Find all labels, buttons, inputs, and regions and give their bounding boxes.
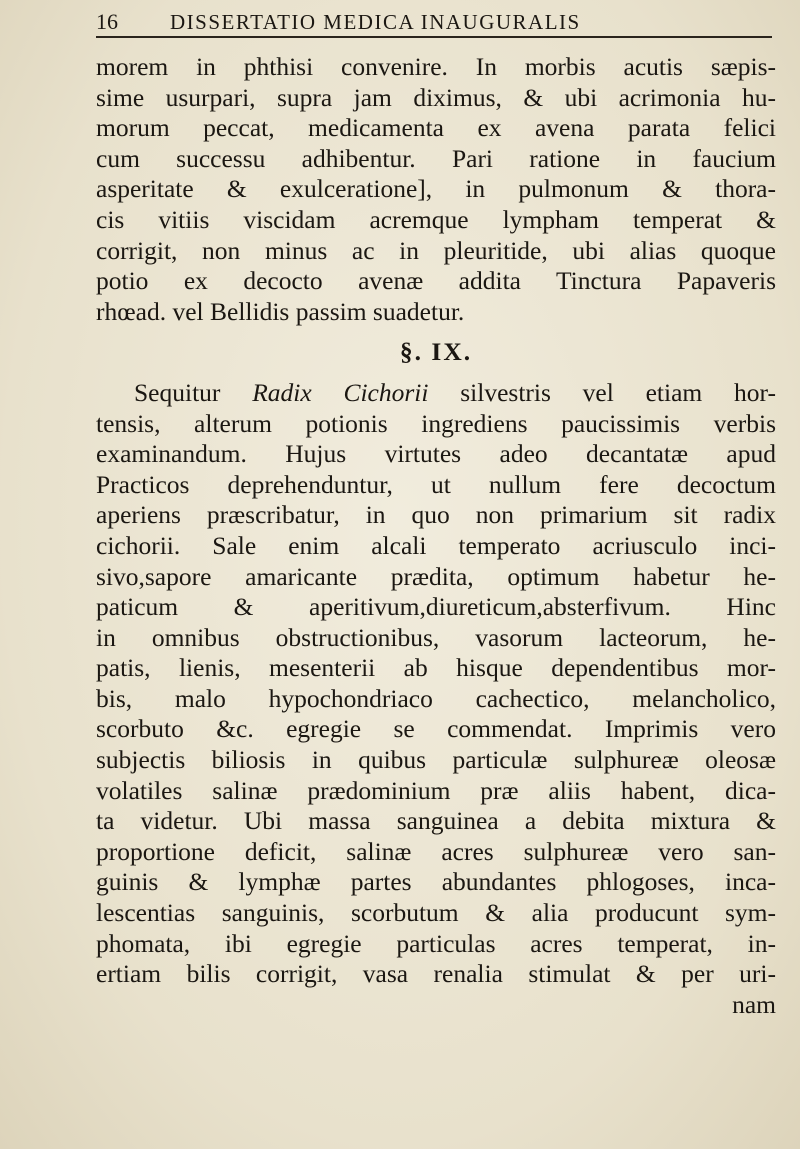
paragraph-2: [96, 409, 776, 990]
running-title: DISSERTATIO MEDICA INAUGURALIS: [170, 10, 581, 34]
text-line: subjectis biliosis in quibus particulæ sulphureæ oleosæ: [96, 745, 776, 775]
text-line: cis vitiis viscidam acremque lympham temperat &: [96, 204, 776, 234]
text-line: patis, lienis, mesenterii ab hisque dependentibus mor-: [96, 653, 776, 683]
text-line: cum successu adhibentur. Pari ratione in faucium: [96, 143, 776, 173]
text-line: in omnibus obstructionibus, vasorum lacteorum, he-: [96, 622, 776, 652]
text-line: scorbuto &c. egregie se commendat. Imprimis vero: [96, 714, 776, 744]
text-line: ta videtur. Ubi massa sanguinea a debita mixtura &: [96, 806, 776, 836]
text-line: morem in phthisi convenire. In morbis acutis sæpis-: [96, 52, 776, 81]
text-line: sivo,sapore amaricante prædita, optimum habetur he-: [96, 561, 776, 591]
page-header: [96, 8, 772, 38]
text-line: morum peccat, medicamenta ex avena parata felici: [96, 113, 776, 143]
catchword: nam: [732, 989, 776, 1019]
text-line: Practicos deprehenduntur, ut nullum fere decoctum: [96, 469, 776, 499]
paragraph-2-first-line: Sequitur Radix Cichorii silvestris vel etiam hor-: [134, 377, 776, 407]
text-line: tensis, alterum potionis ingrediens paucissimis verbis: [96, 408, 776, 438]
page-number: 16: [96, 9, 118, 34]
text-line: guinis & lymphæ partes abundantes phlogoses, inca-: [96, 867, 776, 897]
text-line: cichorii. Sale enim alcali temperato acriusculo inci-: [96, 530, 776, 560]
text-line: corrigit, non minus ac in pleuritide, ubi alias quoque: [96, 235, 776, 265]
text-line: rhœad. vel Bellidis passim suadetur.: [96, 296, 465, 326]
text-line: sime usurpari, supra jam diximus, & ubi acrimonia hu-: [96, 82, 776, 112]
text-line: asperitate & exulceratione], in pulmonum & thora-: [96, 174, 776, 204]
text-line: lescentias sanguinis, scorbutum & alia producunt sym-: [96, 898, 776, 928]
text-line: phomata, ibi egregie particulas acres temperat, in-: [96, 928, 776, 958]
text-line: ertiam bilis corrigit, vasa renalia stimulat & per uri-: [96, 959, 776, 989]
section-heading: §. IX.: [399, 337, 473, 367]
text-line: proportione deficit, salinæ acres sulphureæ vero san-: [96, 836, 776, 866]
text-line: potio ex decocto avenæ addita Tinctura Papaveris: [96, 266, 776, 296]
text-line: examinandum. Hujus virtutes adeo decantatæ apud: [96, 439, 776, 469]
italic-term: Radix Cichorii: [252, 377, 429, 407]
text-line: bis, malo hypochondriaco cachectico, melancholico,: [96, 683, 776, 713]
body-text: [96, 52, 776, 1020]
text-line: volatiles salinæ prædominium præ aliis habent, dica-: [96, 775, 776, 805]
text-line: aperiens præscribatur, in quo non primarium sit radix: [96, 500, 776, 530]
text-line: paticum & aperitivum,diureticum,absterfivum. Hinc: [96, 592, 776, 622]
paragraph-1: [96, 52, 776, 327]
